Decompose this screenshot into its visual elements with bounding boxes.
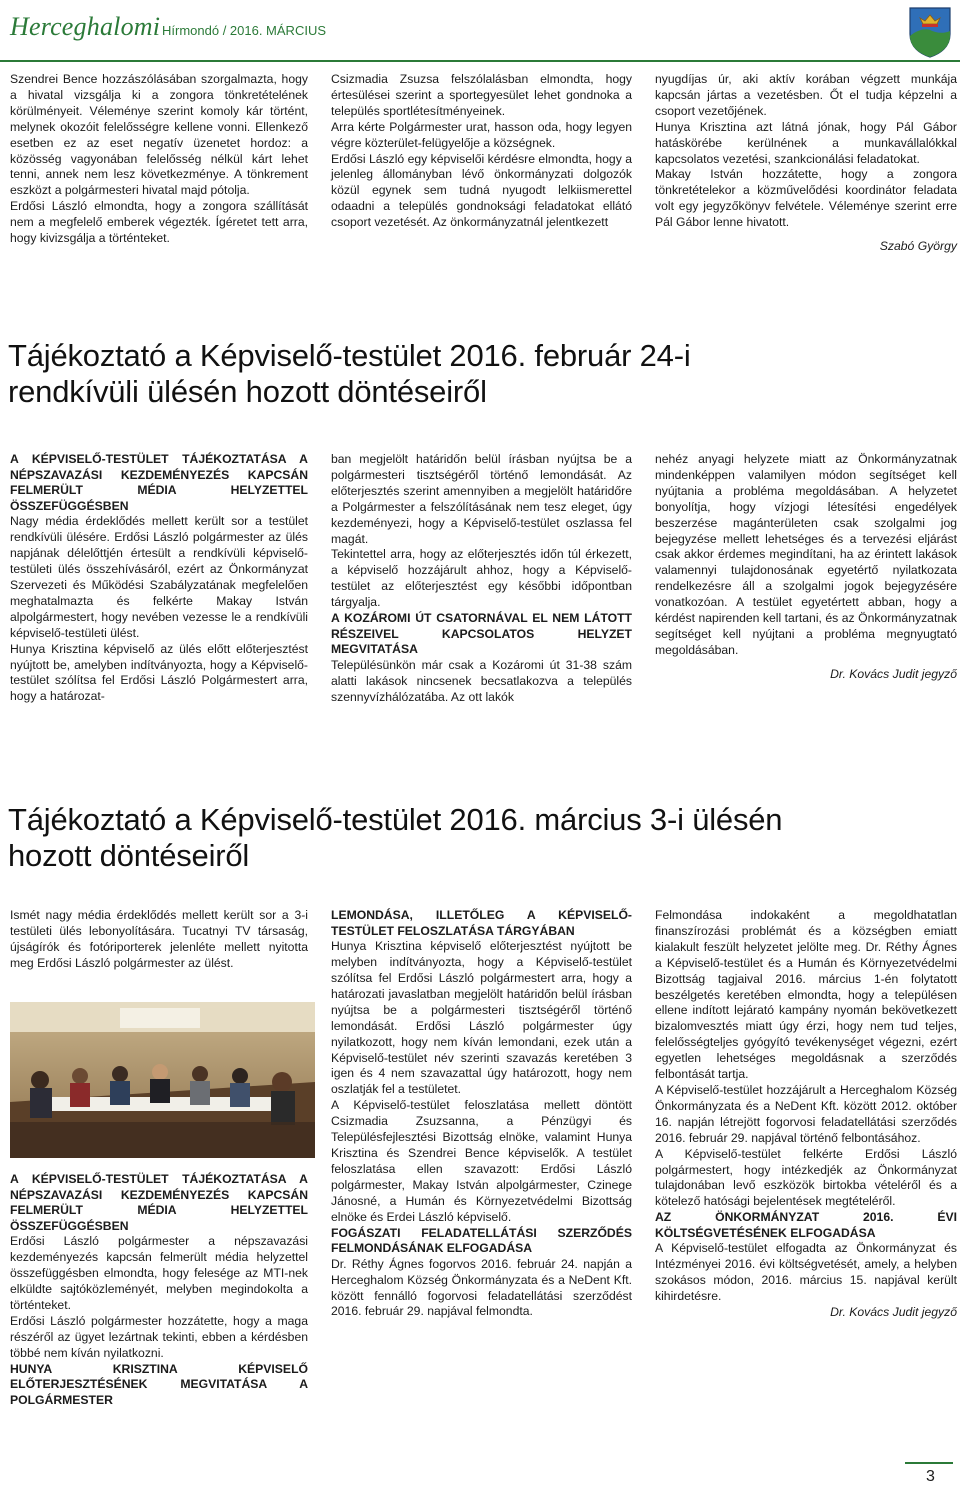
- page-header: [0, 0, 960, 62]
- paragraph: A Képviselő-testület felkérte Erdősi László polgármestert, hogy intézkedjék az Önkormányzat tulajdonában levő eszközök birtokba vételéről és a kötelező hatósági bejelentések megtételéről.: [655, 1146, 957, 1209]
- masthead-issue: Hírmondó / 2016. MÁRCIUS: [162, 23, 327, 38]
- section-heading: FOGÁSZATI FELADATELLÁTÁSI SZERZŐDÉS FELMONDÁSÁNAK ELFOGADÁSA: [331, 1225, 632, 1256]
- paragraph: Erdősi László egy képviselői kérdésre elmondta, hogy a jelenleg állományban lévő önkormányzati dolgozók közül egynek sem tudná nyugodt lelkiismerettel odaadni a település gondnoksági feladatokat ellátó csoport vezetését. Az önkormányzatnál jelentkezett: [331, 151, 632, 230]
- paragraph: ban megjelölt határidőn belül írásban nyújtsa be a polgármesteri tisztségéről történő lemondását. Az előterjesztés szerint amennyiben a megjelölt határidőre a Polgármester a felszólításának nem tesz eleget, úgy kezdeményezi, hogy a Képviselő-testület oszlassa fel magát.: [331, 452, 632, 546]
- paragraph: Erdősi László polgármester hozzátette, hogy a maga részéről az ügyet lezártnak tekinti, ebben a kérdésben többé nem kíván nyilatkozni.: [10, 1313, 308, 1360]
- paragraph: Dr. Réthy Ágnes fogorvos 2016. február 24. napján a Herceghalom Község Önkormányzata és a NeDent Kft. között fennálló fogorvosi feladatellátási szerződést 2016. február 29. napjával felmondta.: [331, 1256, 632, 1319]
- article-title-feb24: [8, 338, 691, 410]
- masthead-brand: Herceghalomi: [10, 12, 161, 41]
- author-signature: Dr. Kovács Judit jegyző: [830, 666, 957, 681]
- author-signature: Szabó György: [879, 239, 957, 254]
- mar3-column-2: [331, 908, 632, 1320]
- paragraph: nehéz anyagi helyzete miatt az Önkormányzatnak mindenképpen valamilyen módon segítséget kell nyújtania a probléma megoldásában. A helyzetet bonyolítja, hogy vízjogi létesítési engedélyek beszerzése magánterületen csak szolgalmi jog bejegyzése mellett lehetséges és a tervezési eljárást csak akkor érdemes megindítani, ha az érintett lakások valamennyi tulajdonosának egyetértő nyilatkozata rendelkezésre áll a szolgalmi jogok bejegyzésére vonatkozóan. A testület egyetértett abban, hogy a kérdést napirenden kell tartani, és az Önkormányzatnak segítséget kell nyújtani a probléma megnyugtató megoldásában.: [655, 452, 957, 657]
- paragraph: Ismét nagy média érdeklődés mellett került sor a 3-i testületi ülés lebonyolítására. Tucatnyi TV társaság, újságírók és fotóriporterek jelenléte mellett nyitotta meg Erdősi László polgármester az ülést.: [10, 908, 308, 970]
- paragraph: Hunya Krisztina képviselő előterjesztést nyújtott be melyben indítványozta, hogy a Képviselő-testület szólítsa fel Erdősi László polgármestert arra, hogy a határozati javaslatban megjelölt határidőn belül írásban nyújtsa be a polgármesteri tisztségéről történő lemondását. Erdősi László polgármester úgy nyilatkozott, hogy nem kíván lemondani, ezek után a Képviselő-testület név szerinti szavazás keretében 3 igen és 4 nem szavazattal úgy határozott, hogy nem oszlatják fel a testületet.: [331, 939, 632, 1097]
- title-line: rendkívüli ülésén hozott döntéseiről: [8, 374, 487, 409]
- paragraph: Arra kérte Polgármester urat, hasson oda, hogy legyen végre közterület-felügyelője a községnek.: [331, 119, 632, 150]
- title-line: Tájékoztató a Képviselő-testület 2016. február 24-i: [8, 338, 691, 373]
- section-heading: LEMONDÁSA, ILLETŐLEG A KÉPVISELŐ-TESTÜLET FELOSZLATÁSA TÁRGYÁBAN: [331, 908, 632, 938]
- meeting-photo: [10, 1002, 315, 1158]
- paragraph: A Képviselő-testület hozzájárult a Herceghalom Község Önkormányzata és a NeDent Kft. között 2012. október 16. napján létrejött fogorvosi feladatellátási szerződés 2016. február 29. napjával történő felbontásához.: [655, 1082, 957, 1145]
- mar3-column-1-intro: [10, 908, 308, 972]
- title-line: Tájékoztató a Képviselő-testület 2016. március 3-i ülésén: [8, 802, 783, 837]
- paragraph: Felmondása indokaként a megoldhatatlan finanszírozási problémát és a községben emiatt kialakult feszült helyzetet jelölte meg. Dr. Réthy Ágnes a Képviselő-testület és a Humán és Környezetvédelmi Bizottság tagjaival 2016. március 1-én folytatott beszélgetés keretében elmondta, hogy a településen ellene indított lejárató kampány nyomán bekövetkezett bizalomvesztés miatt úgy érzi, hogy nem tud teljes, felelősségteljes gyógyító tevékenységet végezni, ezért egyetlen lehetséges megoldásnak a szerződés felbontását tartja.: [655, 908, 957, 1082]
- paragraph: Erdősi László elmondta, hogy a zongora szállítását nem a megfelelő emberek végezték. Ígéretet tett arra, hogy kivizsgálja a történteket.: [10, 199, 308, 246]
- section-heading: A KÉPVISELŐ-TESTÜLET TÁJÉKOZTATÁSA A NÉPSZAVAZÁSI KEZDEMÉNYEZÉS KAPCSÁN FELMERÜLT MÉDIA HELYZETTEL ÖSSZEFÜGGÉSBEN: [10, 1172, 308, 1233]
- mar3-column-1: [10, 1172, 308, 1408]
- paragraph: Tekintettel arra, hogy az előterjesztés időn túl érkezett, a képviselő hozzájárult ahhoz, hogy a Képviselő-testület az előterjesztést egy későbbi időpontban tárgyalja.: [331, 547, 632, 610]
- top-column-1: [10, 72, 308, 247]
- mar3-column-3: [655, 908, 957, 1321]
- paragraph: Nagy média érdeklődés mellett került sor a testület rendkívüli ülésére. Erdősi László polgármester az ülés napjának délelőttjén értesült a rendkívüli képviselő-testületi ülés összehívásáról, ezért az Önkormányzat Szervezeti és Működési Szabályzatának megfelelően meghatalmazta és felkérte Makay István alpolgármestert, hogy nevében vezesse le a rendkívüli képviselő-testületi ülést.: [10, 514, 308, 640]
- section-heading: AZ ÖNKORMÁNYZAT 2016. ÉVI KÖLTSÉGVETÉSÉNEK ELFOGADÁSA: [655, 1210, 957, 1240]
- paragraph: Szendrei Bence hozzászólásában szorgalmazta, hogy a hivatal vizsgálja ki a zongora tönkretételének körülményeit. Véleménye szerint komoly kár történt, melynek okozóit felelősségre kellene vonni. Ellenkező esetben ez az eset negatív üzenetet hordoz: a közösség vagyonában felelősség nélkül kárt lehet tenni, annek nem lesz következménye. A tönkrement eszközt a polgármesteri hivatal majd pótolja.: [10, 72, 308, 198]
- feb24-column-3: [655, 452, 957, 683]
- paragraph: Településünkön már csak a Kozáromi út 31-38 szám alatti lakások nincsenek becsatlakozva a település szennyvízhálózatába. Az ott lakók: [331, 657, 632, 704]
- section-heading: HUNYA KRISZTINA KÉPVISELŐ ELŐTERJESZTÉSÉNEK MEGVITATÁSA A POLGÁRMESTER: [10, 1361, 308, 1407]
- paragraph: A Képviselő-testület elfogadta az Önkormányzat és Intézményei 2016. évi költségvetését, amely, a helyben szokásos módon, 2016. március 15. napjával került kihirdetésre.: [655, 1241, 957, 1304]
- title-line: hozott döntéseiről: [8, 838, 250, 873]
- top-column-2: [331, 72, 632, 231]
- paragraph: Erdősi László polgármester a népszavazási kezdeményezés kapcsán felmerült média helyzettel összefüggésben elmondta, hogy felesége az MTI-nek elküldte sajtóközleményét, melyben megindokolta a történteket.: [10, 1234, 308, 1312]
- paragraph: Makay István hozzátette, hogy a zongora tönkretételekor a közművelődési koordinátor feladata volt egy jegyzőkönyv felvétele. Véleménye szerint erre Pál Gábor lenne hivatott.: [655, 167, 957, 230]
- paragraph: Hunya Krisztina képviselő az ülés előtt előterjesztést nyújtott be, amelyben indítványozta, hogy a Képviselő-testület szólítsa fel Erdősi László Polgármestert arra, hogy a határozat-: [10, 641, 308, 704]
- header-rule: [0, 60, 960, 62]
- feb24-column-2: [331, 452, 632, 706]
- feb24-column-1: [10, 452, 308, 705]
- page-number: 3: [926, 1468, 935, 1485]
- section-heading: A KOZÁROMI ÚT CSATORNÁVAL EL NEM LÁTOTT RÉSZEIVEL KAPCSOLATOS HELYZET MEGVITATÁSA: [331, 611, 632, 657]
- paragraph: Hunya Krisztina azt látná jónak, hogy Pál Gábor hatáskörébe kerülnének a munkavállalókkal kapcsolatos vezetési, szankcionálási feladatokat.: [655, 119, 957, 166]
- page-number-rule: [905, 1462, 953, 1464]
- paragraph: nyugdíjas úr, aki aktív korában végzett munkája kapcsán jártas a vezetésben. Őt el tudja képzelni a csoport vezetőjének.: [655, 72, 957, 118]
- paragraph: Csizmadia Zsuzsa felszólalásban elmondta, hogy értesülései szerint a sportegyesület lehet gondnoka a település sportlétesítményeinek.: [331, 72, 632, 118]
- article-title-mar3: [8, 802, 782, 874]
- coat-of-arms-icon: [907, 4, 953, 58]
- section-heading: A KÉPVISELŐ-TESTÜLET TÁJÉKOZTATÁSA A NÉPSZAVAZÁSI KEZDEMÉNYEZÉS KAPCSÁN FELMERÜLT MÉDIA HELYZETTEL ÖSSZEFÜGGÉSBEN: [10, 452, 308, 513]
- author-signature: Dr. Kovács Judit jegyző: [830, 1305, 957, 1320]
- paragraph: A Képviselő-testület feloszlatása mellett döntött Csizmadia Zsuzsanna, a Pénzügyi és Településfejlesztési Bizottság elnöke, valamint Hunya Krisztina és Szendrei Bence képviselők. A testület feloszlatása ellen szavazott: Erdősi László polgármester, Makay István alpolgármester, Czinege Jánosné, a Humán és Környezetvédelmi Bizottság elnöke és Erdei László képviselő.: [331, 1098, 632, 1224]
- top-column-3: [655, 72, 957, 255]
